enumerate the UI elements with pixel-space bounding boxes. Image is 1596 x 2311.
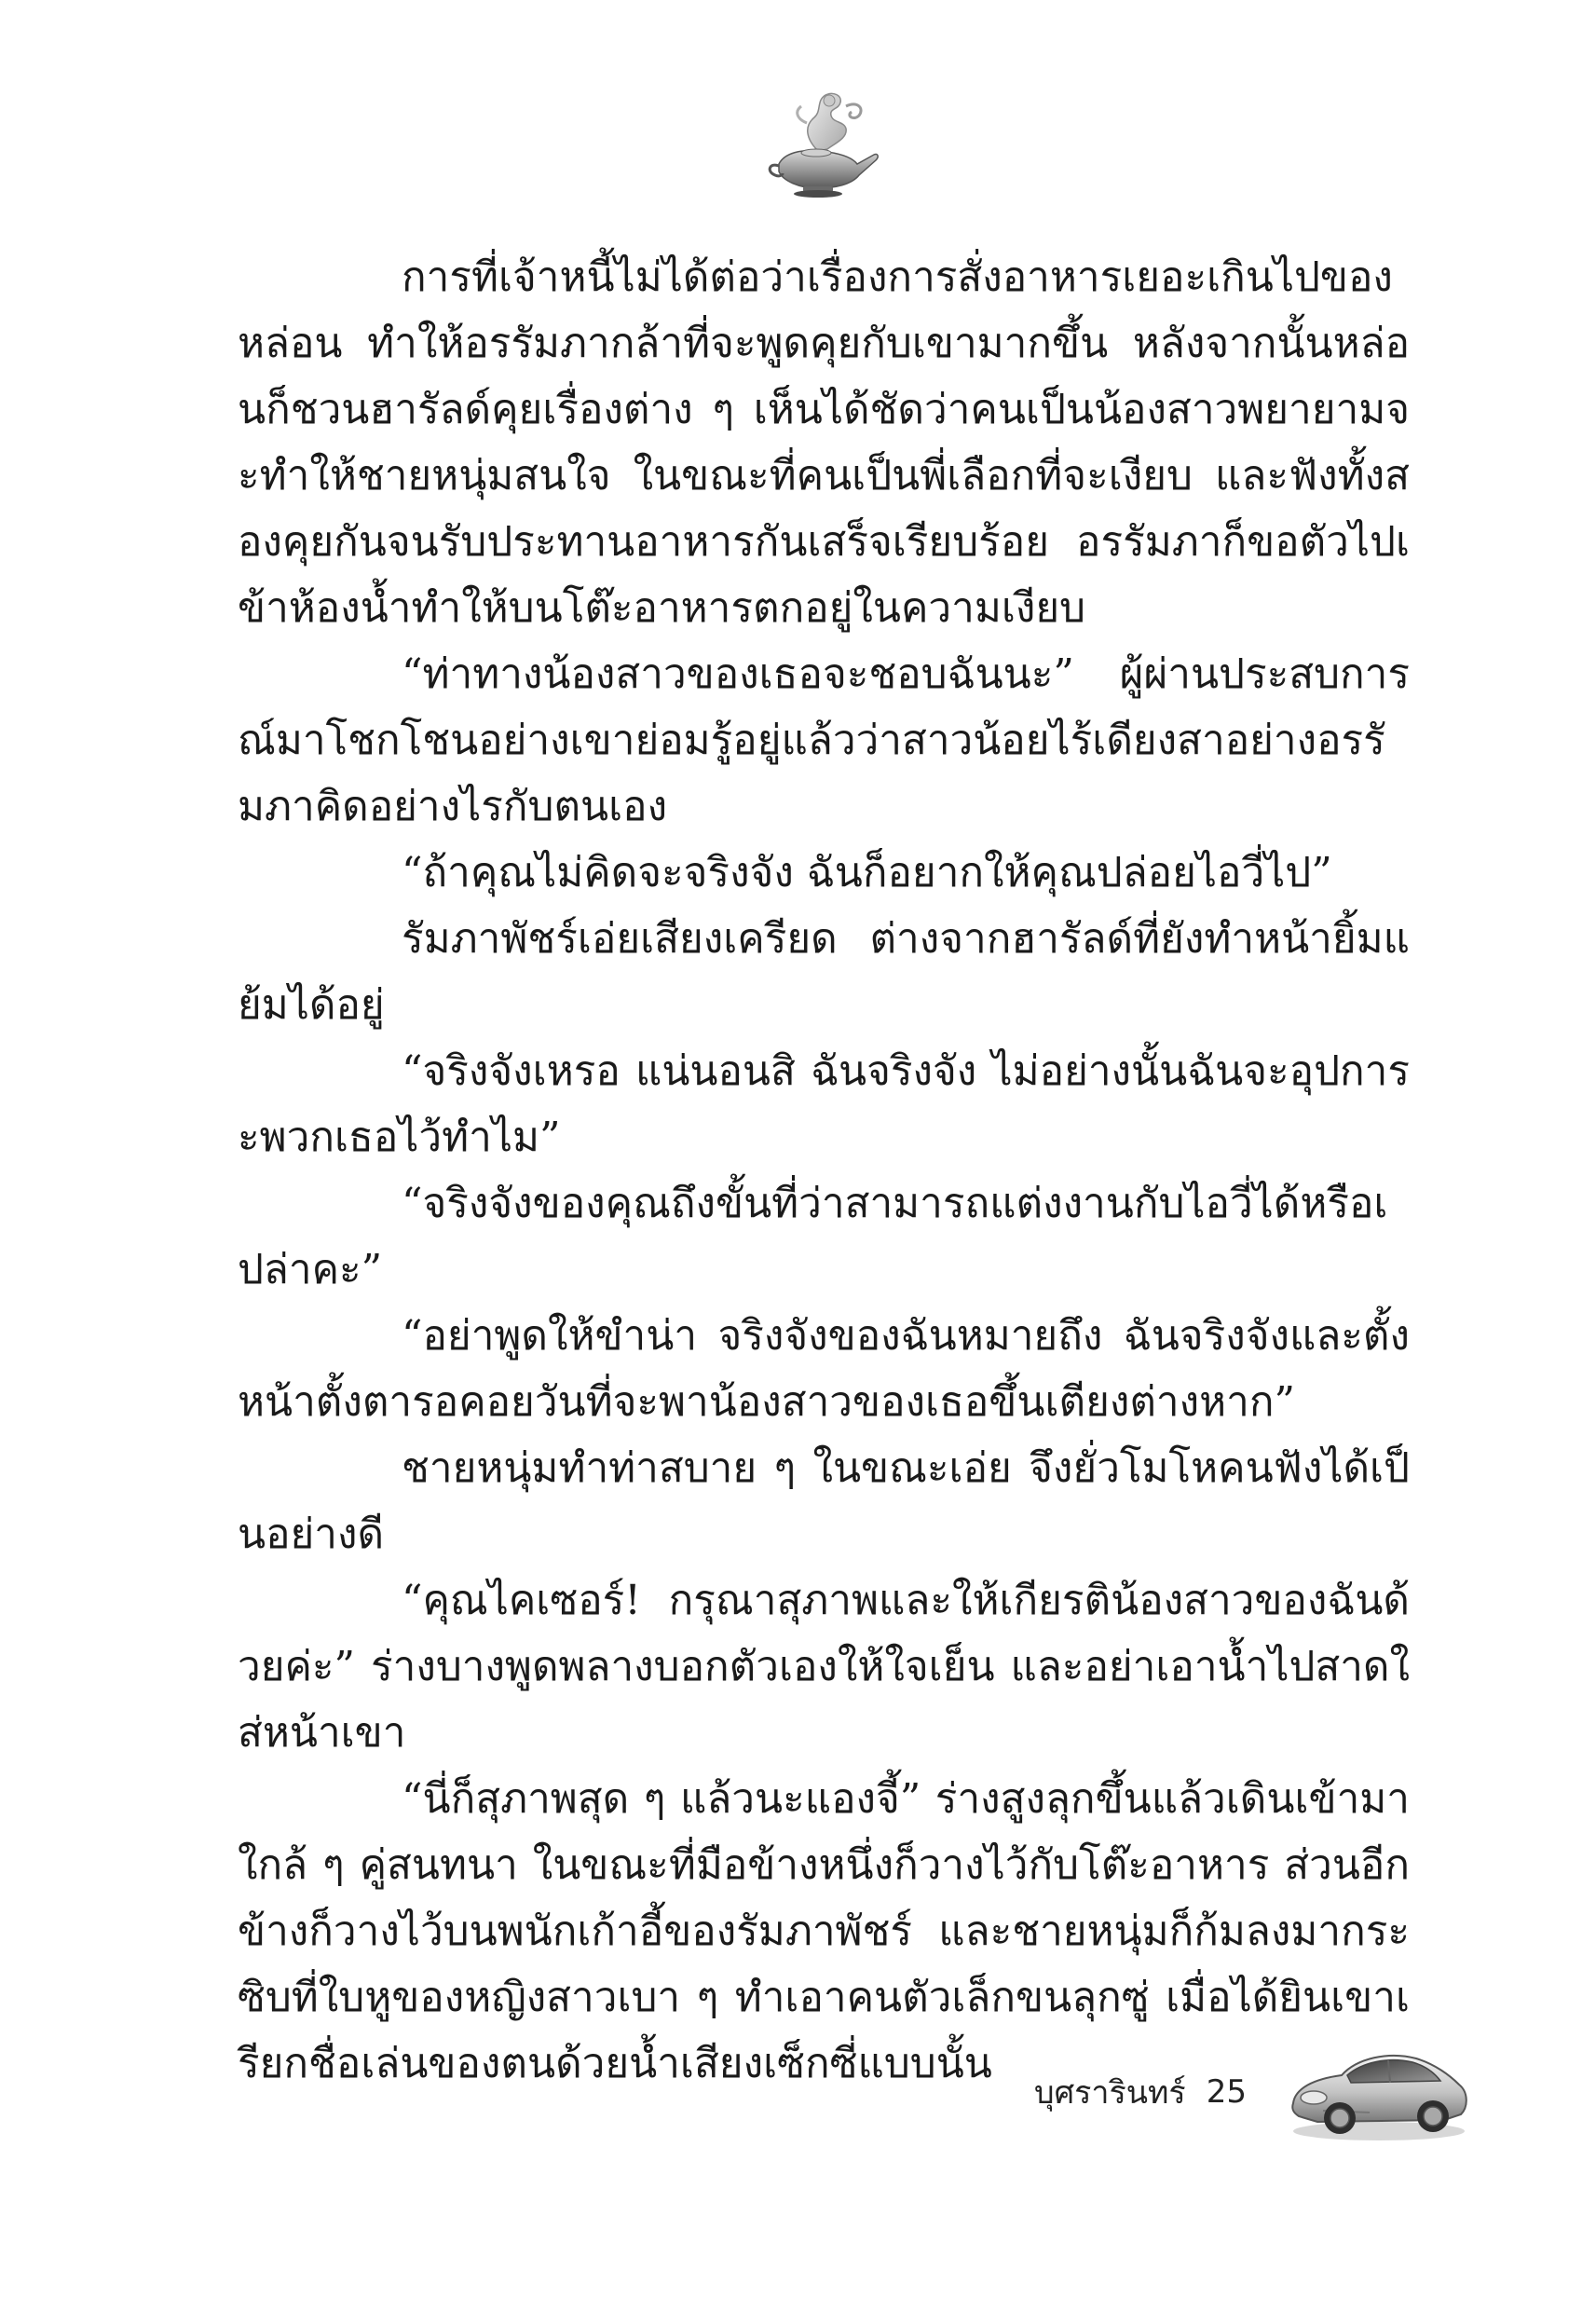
genie-lamp-icon [760,86,881,198]
paragraph: “ท่าทางน้องสาวของเธอจะชอบฉันนะ” ผู้ผ่านประสบการณ์มาโชกโชนอย่างเขาย่อมรู้อยู่แล้วว่าสาวน้อยไร้เดียงสาอย่างอรรัมภาคิดอย่างไรกับตนเอง [238,650,1410,830]
paragraph: “ถ้าคุณไม่คิดจะจริงจัง ฉันก็อยากให้คุณปล่อยไอวี่ไป” [402,849,1332,896]
paragraph: “จริงจังเหรอ แน่นอนสิ ฉันจริงจัง ไม่อย่างนั้นฉันจะอุปการะพวกเธอไว้ทำไม” [238,1047,1410,1161]
page-number: 25 [1206,2073,1247,2111]
paragraph: “จริงจังของคุณถึงขั้นที่ว่าสามารถแต่งงานกับไอวี่ได้หรือเปล่าคะ” [238,1180,1388,1293]
author-name: บุศรารินทร์ [1034,2074,1186,2112]
paragraph: “คุณไคเซอร์! กรุณาสุภาพและให้เกียรติน้องสาวของฉันด้วยค่ะ” ร่างบางพูดพลางบอกตัวเองให้ใจเย็น และอย่าเอาน้ำไปสาดใส่หน้าเขา [238,1577,1410,1757]
paragraph: รัมภาพัชร์เอ่ยเสียงเครียด ต่างจากฮารัลด์ที่ยังทำหน้ายิ้มแย้มได้อยู่ [238,915,1410,1029]
paragraph: การที่เจ้าหนี้ไม่ได้ต่อว่าเรื่องการสั่งอาหารเยอะเกินไปของหล่อน ทำให้อรรัมภากล้าที่จะพูดคุยกับเขามากขึ้น หลังจากนั้นหล่อนก็ชวนฮารัลด์คุยเรื่องต่าง ๆ เห็นได้ชัดว่าคนเป็นน้องสาวพยายามจะทำให้ชายหนุ่มสนใจ ในขณะที่คนเป็นพี่เลือกที่จะเงียบ และฟังทั้งสองคุยกันจนรับประทานอาหารกันเสร็จเรียบร้อย อรรัมภาก็ขอตัวไปเข้าห้องน้ำทำให้บนโต๊ะอาหารตกอยู่ในความเงียบ [238,253,1410,632]
paragraph: ชายหนุ่มทำท่าสบาย ๆ ในขณะเอ่ย จึงยั่วโมโหคนฟังได้เป็นอย่างดี [238,1444,1410,1558]
body-text [238,244,1410,2097]
sports-car-icon [1286,2027,1472,2148]
paragraph: “นี่ก็สุภาพสุด ๆ แล้วนะแองจี้” ร่างสูงลุกขึ้นแล้วเดินเข้ามาใกล้ ๆ คู่สนทนา ในขณะที่มือข้างหนึ่งก็วางไว้กับโต๊ะอาหาร ส่วนอีกข้างก็วางไว้บนพนักเก้าอี้ของรัมภาพัชร์ และชายหนุ่มก็ก้มลงมากระซิบที่ใบหูของหญิงสาวเบา ๆ ทำเอาคนตัวเล็กขนลุกซู่ เมื่อได้ยินเขาเรียกชื่อเล่นของตนด้วยน้ำเสียงเซ็กซี่แบบนั้น [238,1775,1410,2087]
paragraph: “อย่าพูดให้ขำน่า จริงจังของฉันหมายถึง ฉันจริงจังและตั้งหน้าตั้งตารอคอยวันที่จะพาน้องสาวของเธอขึ้นเตียงต่างหาก” [238,1312,1410,1426]
page-footer [1034,2064,1247,2120]
